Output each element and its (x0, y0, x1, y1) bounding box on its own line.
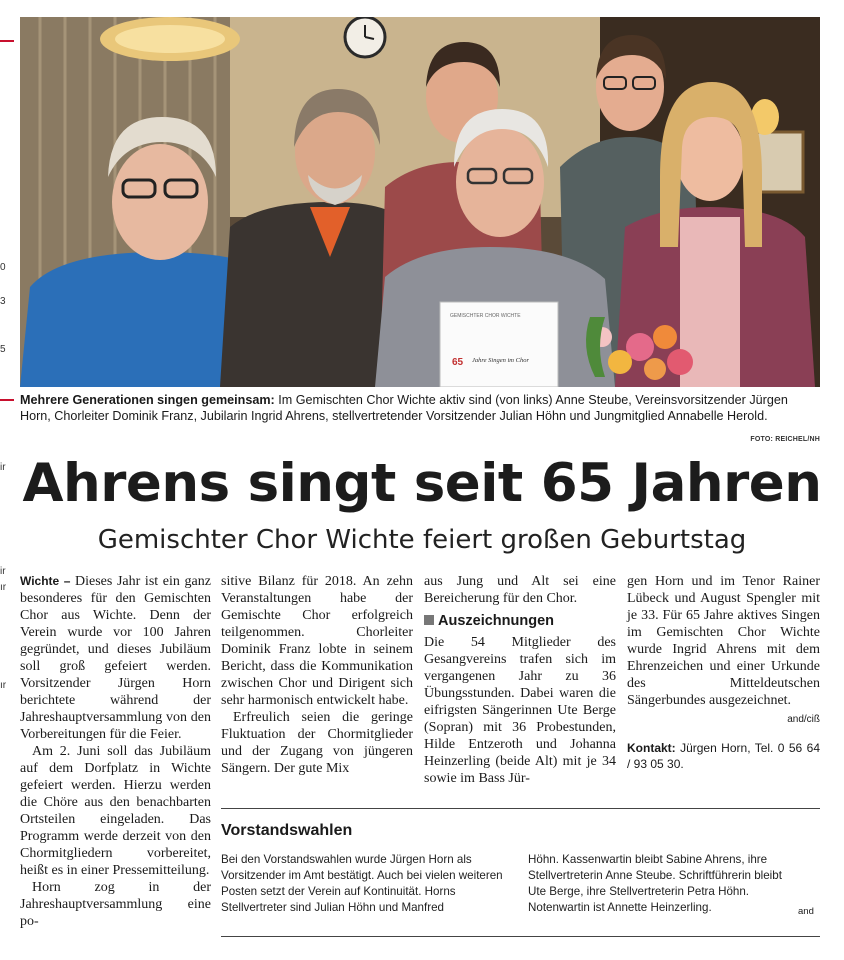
certificate-number: 65 (452, 357, 464, 368)
box-column-2: Höhn. Kassenwartin bleibt Sabine Ahrens, ihre Stellvertreterin Anne Steube. Schriftführerin bleibt Ute Berge, ihre Stellvertreterin Petra Höhn. Notenwartin ist Annette Heinzerling. (528, 853, 782, 914)
paragraph: aus Jung und Alt sei eine Bereicherung für den Chor. (424, 574, 616, 606)
dateline: Wichte – (20, 574, 71, 588)
box-column-1: Bei den Vorstandswahlen wurde Jürgen Horn als Vorsitzender im Amt bestätigt. Auch bei vielen weiteren Posten setzt der Verein auf Kontinuität. Horns Stellvertreter sind Julian Höhn und Manfred (221, 853, 503, 914)
article-column-2 (221, 573, 413, 777)
article-column-4 (627, 573, 820, 772)
strip-fragment: 5 (0, 344, 6, 355)
square-bullet-icon (424, 615, 434, 625)
paragraph: gen Horn und im Tenor Rainer Lübeck und August Spengler mit je 33. Für 65 Jahre aktives Singen im Gemischten Chor Wichte wurde Ingrid Ahrens mit dem Ehrenzeichen und einer Urkunde des Mitteldeutschen Sängerbundes ausgezeichnet. (627, 574, 820, 708)
strip-fragment: ır (0, 680, 7, 691)
group-photo-illustration (20, 17, 820, 387)
photo-credit: FOTO: REICHEL/NH (750, 436, 820, 443)
paragraph: Die 54 Mitglieder des Gesangvereins trafen sich im vergangenen Jahr zu 36 Übungsstunden. Dabei waren die eifrigsten Sängerinnen Ute Berge (Sopran) mit 36 Probestunden, Hilde Entzeroth und Johanna Heinzerling (beide Alt) mit je 34 sowie im Bass Jür- (424, 635, 616, 786)
paragraph: Horn zog in der Jahreshauptversammlung eine po- (20, 880, 211, 929)
caption-lead: Mehrere Generationen singen gemeinsam: (20, 393, 275, 407)
photo-caption (20, 392, 820, 424)
strip-fragment: ir (0, 566, 6, 577)
box-divider-top (221, 808, 820, 809)
strip-fragment: ir (0, 462, 6, 473)
section-heading: Auszeichnungen (424, 611, 616, 631)
article-subheadline: Gemischter Chor Wichte feiert großen Geburtstag (97, 525, 747, 555)
strip-fragment: 3 (0, 296, 6, 307)
box-heading: Vorstandswahlen (221, 822, 353, 839)
red-rule-mark (0, 40, 14, 42)
article-column-1 (20, 573, 211, 930)
paragraph: Wichte – Dieses Jahr ist ein ganz besonderes für den Gemischten Chor aus Wichte. Denn der Verein wurde vor 100 Jahren gegründet, und dieses Jubiläum soll groß gefeiert werden. Vorsitzender Jürgen Horn berichtete während der Jahreshauptversammlung von den Vorbereitungen für die Feier. (20, 574, 211, 742)
paragraph: Erfreulich seien die geringe Fluktuation der Chormitglieder und der Zugang von jüngeren Sängern. Der gute Mix (221, 710, 413, 776)
box-divider-bottom (221, 936, 820, 937)
strip-fragment: 0 (0, 262, 6, 273)
paragraph: Am 2. Juni soll das Jubiläum auf dem Dorfplatz in Wichte gefeiert werden. Hierzu werden die Chöre aus den benachbarten Ortsteilen eingeladen. Das Programm werde derzeit von den Chormitgliedern vorbereitet, heißt es in einer Pressemitteilung. (20, 744, 211, 878)
author-signoff: and/ciß (787, 714, 820, 725)
article-headline: Ahrens singt seit 65 Jahren (22, 453, 822, 514)
certificate-title: Jahre Singen im Chor (472, 357, 529, 364)
certificate-header: GEMISCHTER CHOR WICHTE (450, 313, 521, 319)
caption-text: Im Gemischten Chor Wichte aktiv sind (von links) Anne Steube, Vereinsvorsitzender Jürgen Horn, Chorleiter Dominik Franz, Jubilarin Ingrid Ahrens, stellvertretender Vorsitzender Julian Höhn und Jungmitglied Annabelle Herold. (20, 393, 788, 423)
group-photo (20, 17, 820, 387)
contact-info: Kontakt: Jürgen Horn, Tel. 0 56 64 / 93 05 30. (627, 741, 820, 771)
paragraph: sitive Bilanz für 2018. An zehn Veranstaltungen habe der Gemischte Chor erfolgreich teilgenommen. Chorleiter Dominik Franz lobte in seinem Bericht, dass die Kommunikation zwischen Chor und Dirigent sich sehr harmonisch entwickelt habe. (221, 574, 413, 708)
article-column-3 (424, 573, 616, 787)
strip-fragment: ır (0, 582, 7, 593)
box-signoff: and (798, 906, 814, 917)
red-rule-mark (0, 399, 14, 401)
